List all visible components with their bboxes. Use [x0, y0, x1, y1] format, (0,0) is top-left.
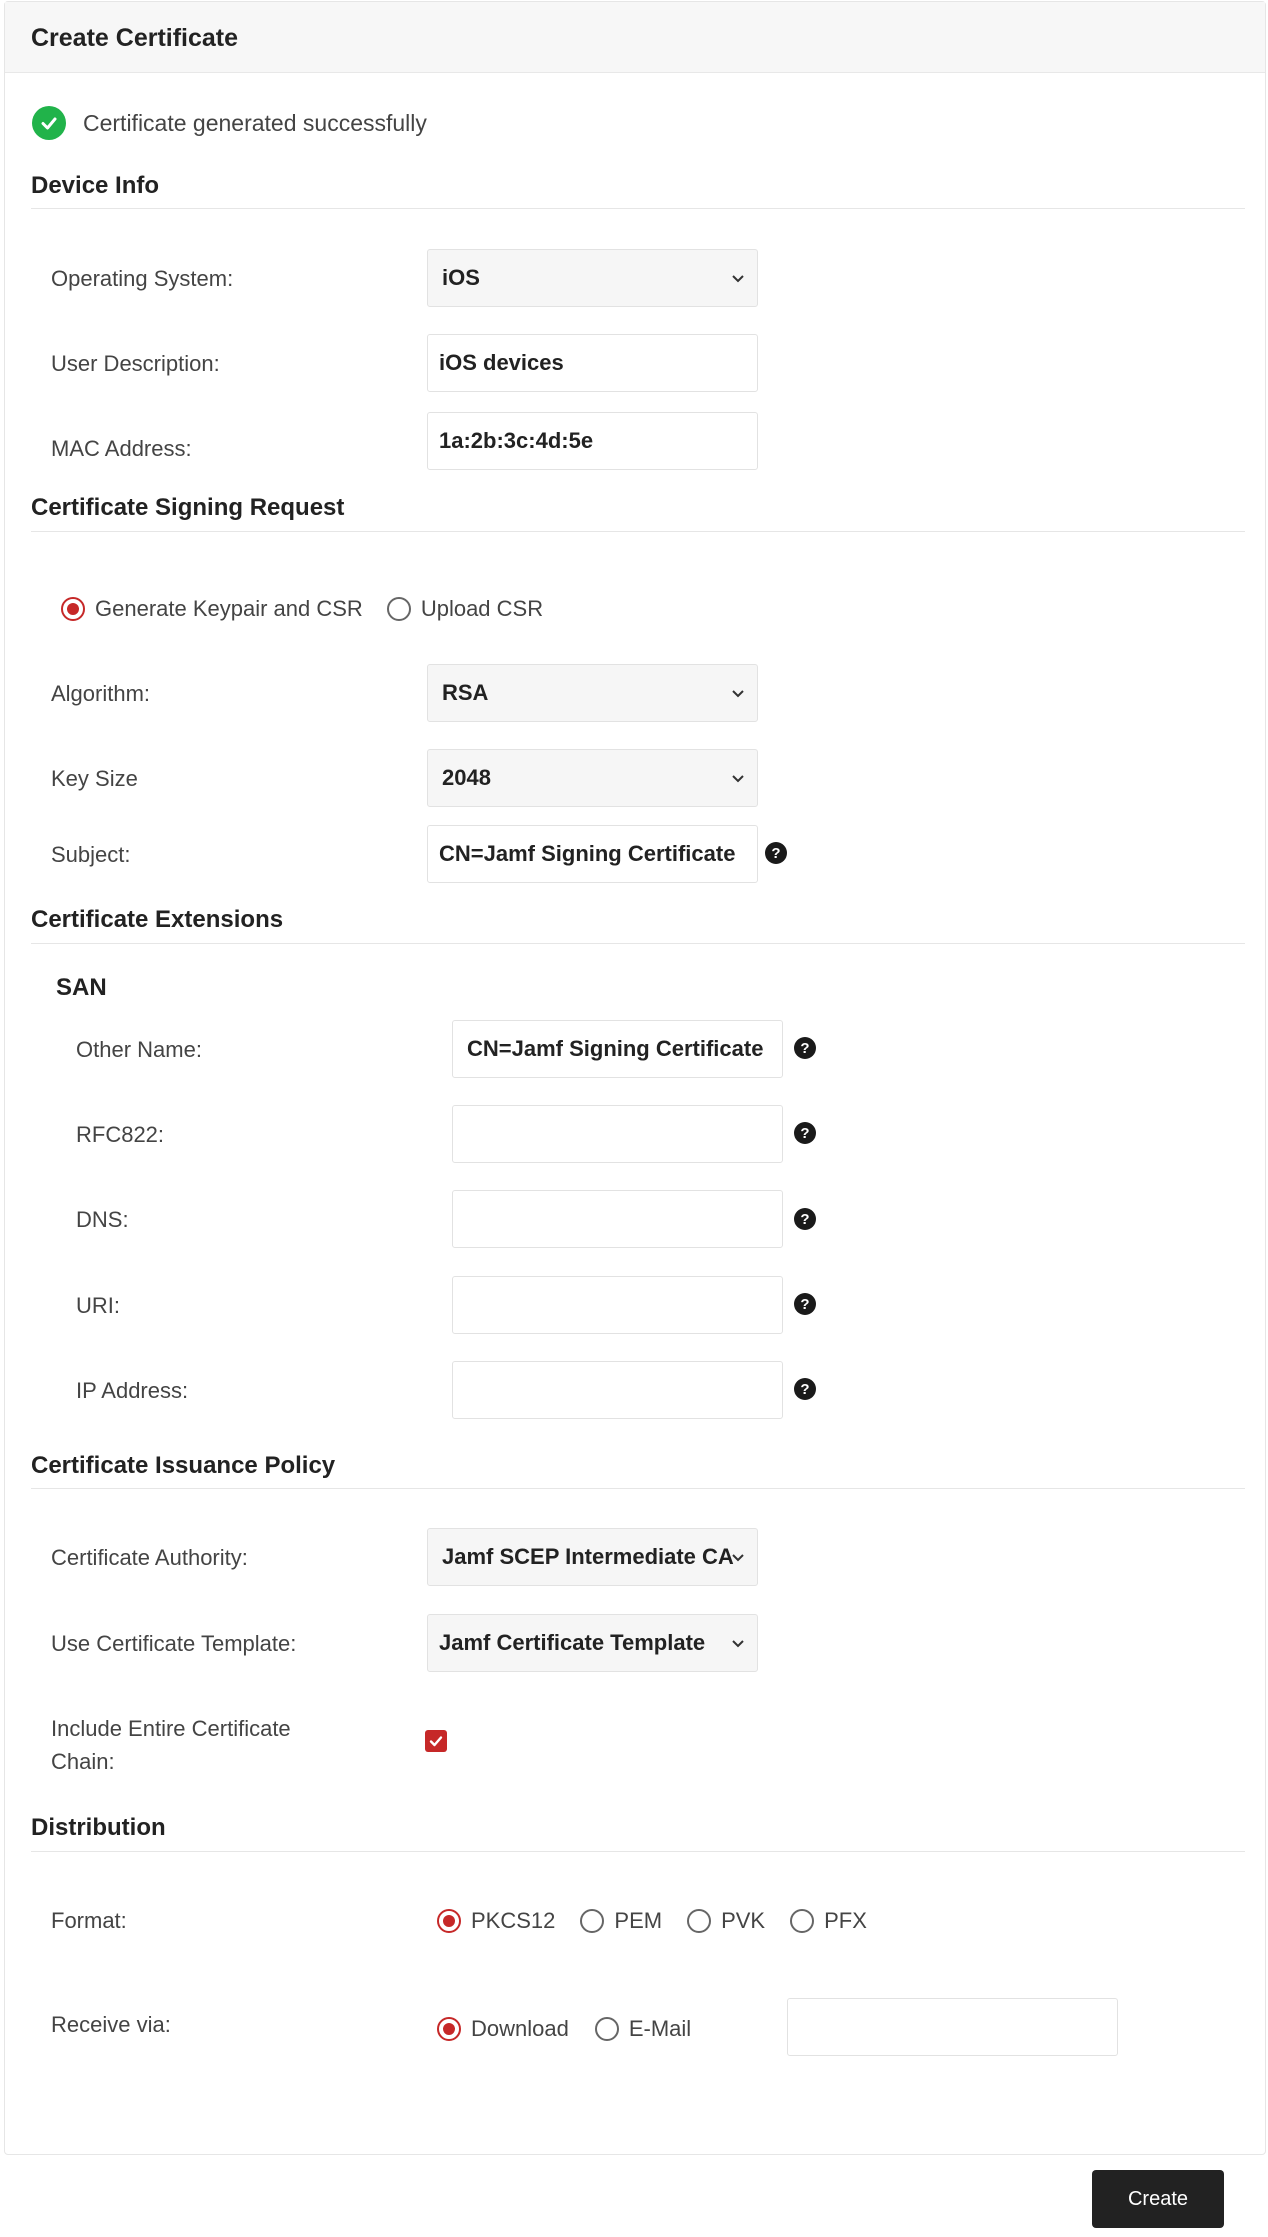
- template-label: Use Certificate Template:: [51, 1631, 297, 1656]
- mac-label: MAC Address:: [51, 436, 192, 461]
- dns-label: DNS:: [76, 1207, 129, 1232]
- ip-address-label: IP Address:: [76, 1378, 189, 1403]
- description-label: User Description:: [51, 351, 220, 376]
- radio-upload-csr[interactable]: [387, 596, 543, 622]
- radio-label: Download: [471, 2016, 569, 2041]
- description-input[interactable]: iOS devices: [427, 334, 758, 392]
- question-circle-icon[interactable]: ?: [794, 1293, 816, 1315]
- radio-button[interactable]: [595, 2017, 619, 2041]
- section-divider: [31, 1488, 1245, 1489]
- section-title-extensions: Certificate Extensions: [31, 906, 284, 933]
- radio-button[interactable]: [61, 597, 85, 621]
- radio-receive-email[interactable]: [595, 2016, 691, 2042]
- template-select-value: Jamf Certificate Template: [439, 1630, 706, 1655]
- dns-input[interactable]: [452, 1190, 783, 1248]
- radio-format-pvk[interactable]: [687, 1908, 765, 1934]
- other-name-label: Other Name:: [76, 1037, 202, 1062]
- san-subtitle: SAN: [56, 974, 107, 1001]
- subject-input[interactable]: CN=Jamf Signing Certificate: [427, 825, 758, 883]
- receive-via-radio-group: [437, 2016, 691, 2042]
- csr-mode-radio-group: [61, 596, 543, 622]
- mac-address-input[interactable]: 1a:2b:3c:4d:5e: [427, 412, 758, 470]
- radio-receive-download[interactable]: [437, 2016, 569, 2042]
- key-size-select[interactable]: [427, 749, 758, 807]
- chevron-down-icon: [729, 1548, 747, 1566]
- ca-label: Certificate Authority:: [51, 1545, 248, 1570]
- include-chain-label: [51, 1712, 291, 1778]
- ip-address-input[interactable]: [452, 1361, 783, 1419]
- success-message: Certificate generated successfully: [83, 110, 427, 136]
- rfc822-input[interactable]: [452, 1105, 783, 1163]
- subject-label: Subject:: [51, 842, 131, 867]
- radio-label: PEM: [614, 1908, 663, 1933]
- section-title-csr: Certificate Signing Request: [31, 494, 345, 521]
- certificate-authority-select[interactable]: [427, 1528, 758, 1586]
- section-divider: [31, 208, 1245, 209]
- key-size-label: Key Size: [51, 766, 138, 791]
- section-title-device-info: Device Info: [31, 172, 160, 199]
- section-divider: [31, 1851, 1245, 1852]
- radio-label: PVK: [721, 1908, 766, 1933]
- checkmark-icon: [428, 1733, 444, 1749]
- uri-label: URI:: [76, 1293, 120, 1318]
- check-circle-icon: [32, 106, 66, 140]
- create-certificate-panel: [4, 1, 1266, 2155]
- uri-input[interactable]: [452, 1276, 783, 1334]
- algorithm-select[interactable]: [427, 664, 758, 722]
- radio-button[interactable]: [687, 1909, 711, 1933]
- chevron-down-icon: [729, 769, 747, 787]
- chevron-down-icon: [729, 684, 747, 702]
- radio-format-pem[interactable]: [580, 1908, 662, 1934]
- radio-button[interactable]: [437, 1909, 461, 1933]
- key-size-select-value: 2048: [442, 765, 491, 790]
- rfc822-label: RFC822:: [76, 1122, 165, 1147]
- format-radio-group: [437, 1908, 867, 1934]
- algorithm-label: Algorithm:: [51, 681, 151, 706]
- other-name-input[interactable]: CN=Jamf Signing Certificate: [452, 1020, 783, 1078]
- question-circle-icon[interactable]: ?: [794, 1208, 816, 1230]
- os-label: Operating System:: [51, 266, 234, 291]
- section-title-issuance: Certificate Issuance Policy: [31, 1452, 336, 1479]
- chevron-down-icon: [729, 269, 747, 287]
- os-select-value: iOS: [442, 265, 480, 290]
- radio-label: PFX: [824, 1908, 867, 1933]
- radio-generate-csr[interactable]: [61, 596, 363, 622]
- email-input[interactable]: [787, 1998, 1118, 2056]
- radio-label: Upload CSR: [420, 596, 544, 621]
- radio-button[interactable]: [437, 2017, 461, 2041]
- question-circle-icon[interactable]: ?: [794, 1037, 816, 1059]
- format-label: Format:: [51, 1908, 127, 1933]
- include-chain-label-line1: Include Entire Certificate: [51, 1716, 291, 1741]
- section-title-distribution: Distribution: [31, 1814, 166, 1841]
- question-circle-icon[interactable]: ?: [765, 842, 787, 864]
- radio-button[interactable]: [790, 1909, 814, 1933]
- radio-label: Generate Keypair and CSR: [95, 596, 363, 621]
- create-button[interactable]: Create: [1092, 2170, 1224, 2228]
- radio-button[interactable]: [387, 597, 411, 621]
- receive-via-label: Receive via:: [51, 2012, 171, 2037]
- page-title: Create Certificate: [31, 24, 239, 52]
- panel-header: [5, 2, 1265, 73]
- radio-format-pfx[interactable]: [790, 1908, 867, 1934]
- radio-format-pkcs12[interactable]: [437, 1908, 555, 1934]
- chevron-down-icon: [729, 1634, 747, 1652]
- include-chain-label-line2: Chain:: [51, 1749, 115, 1774]
- question-circle-icon[interactable]: ?: [794, 1122, 816, 1144]
- radio-button[interactable]: [580, 1909, 604, 1933]
- question-circle-icon[interactable]: ?: [794, 1378, 816, 1400]
- os-select[interactable]: [427, 249, 758, 307]
- algorithm-select-value: RSA: [442, 680, 489, 705]
- ca-select-value: Jamf SCEP Intermediate CA: [442, 1544, 734, 1569]
- radio-label: E-Mail: [628, 2016, 692, 2041]
- section-divider: [31, 943, 1245, 944]
- section-divider: [31, 531, 1245, 532]
- include-chain-checkbox[interactable]: [425, 1730, 447, 1752]
- certificate-template-select[interactable]: [427, 1614, 758, 1672]
- radio-label: PKCS12: [471, 1908, 556, 1933]
